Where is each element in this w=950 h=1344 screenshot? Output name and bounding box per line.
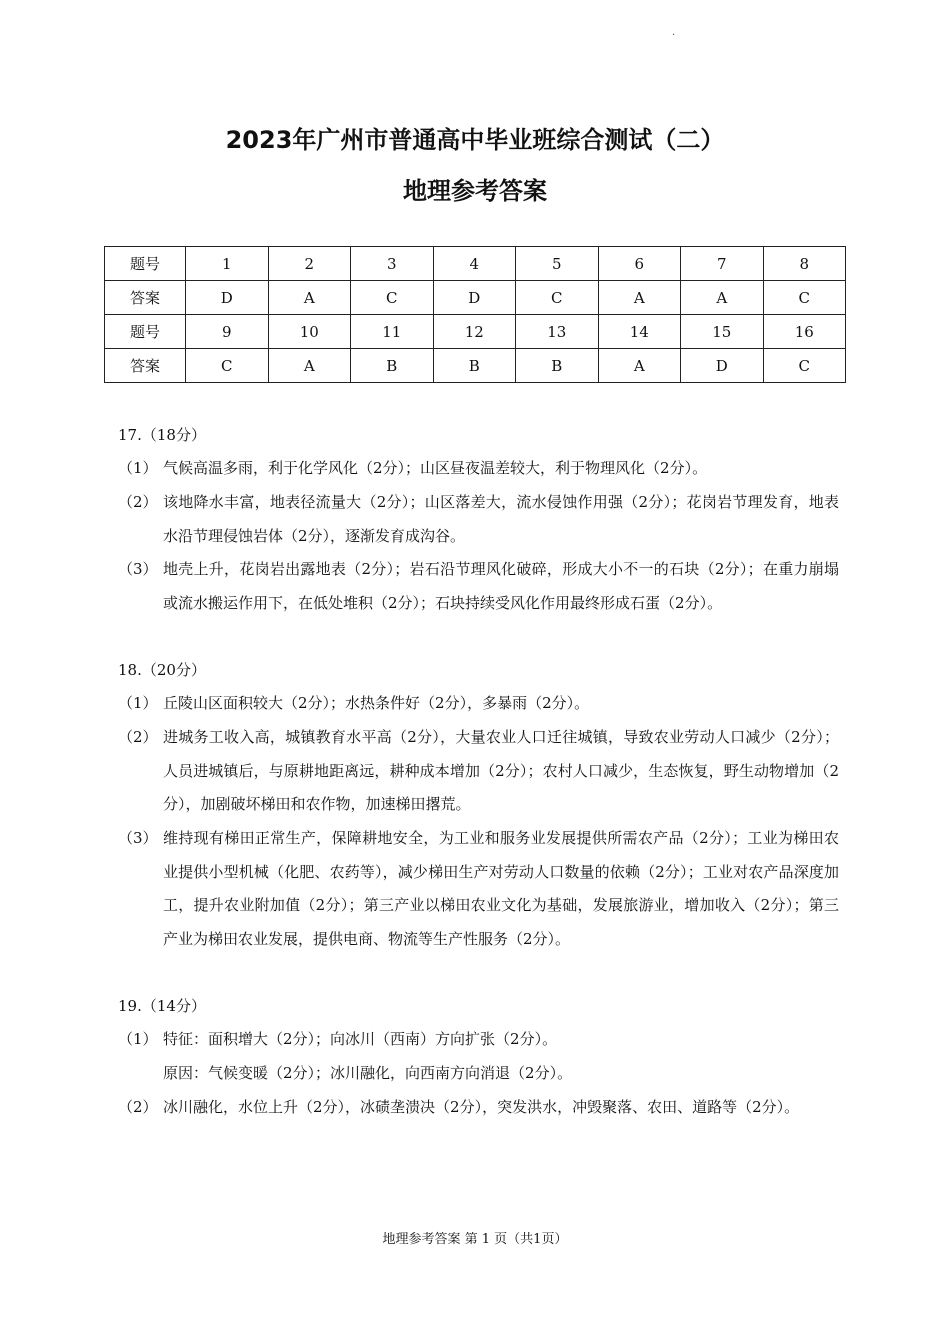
q19-heading: 19.（14分）: [118, 997, 206, 1015]
table-row: [105, 247, 846, 281]
table-cell: 13: [516, 315, 599, 349]
table-cell: 答案: [105, 349, 186, 383]
table-cell: 10: [268, 315, 351, 349]
table-cell: 2: [268, 247, 351, 281]
table-cell: 12: [433, 315, 516, 349]
table-cell: 14: [598, 315, 681, 349]
q17-3-answer: 地壳上升，花岗岩出露地表（2分）；岩石沿节理风化破碎，形成大小不一的石块（2分）；在重力崩塌或流水搬运作用下，在低处堆积（2分）；石块持续受风化作用最终形成石蛋（2分）。: [163, 560, 839, 612]
table-cell: A: [681, 281, 764, 315]
q19-1-number: （1）: [118, 1030, 158, 1048]
table-cell: 15: [681, 315, 764, 349]
q17-2-number: （2）: [118, 493, 158, 511]
q17-3-number: （3）: [118, 560, 158, 578]
table-cell: 16: [763, 315, 846, 349]
table-cell: C: [763, 349, 846, 383]
q18-1-answer: 丘陵山区面积较大（2分）；水热条件好（2分），多暴雨（2分）。: [163, 694, 590, 712]
q17-1-answer: 气候高温多雨，利于化学风化（2分）；山区昼夜温差较大，利于物理风化（2分）。: [163, 459, 708, 477]
table-cell: A: [598, 349, 681, 383]
page-footer: 地理参考答案 第 1 页（共1页）: [382, 1232, 568, 1247]
table-cell: B: [433, 349, 516, 383]
table-row: [105, 315, 846, 349]
answer-table: [104, 246, 846, 383]
table-cell: D: [433, 281, 516, 315]
q18-3-number: （3）: [118, 829, 158, 847]
q19-2-number: （2）: [118, 1098, 158, 1116]
table-cell: 7: [681, 247, 764, 281]
page-title: 2023年广州市普通高中毕业班综合测试（二）: [225, 126, 725, 154]
table-cell: A: [268, 349, 351, 383]
q17-2-answer: 该地降水丰富，地表径流量大（2分）；山区落差大，流水侵蚀作用强（2分）；花岗岩节理发育，地表水沿节理侵蚀岩体（2分），逐渐发育成沟谷。: [163, 493, 839, 545]
q17-heading: 17.（18分）: [118, 426, 206, 444]
q19-1-feature: 特征：面积增大（2分）；向冰川（西南）方向扩张（2分）。: [163, 1030, 558, 1048]
page-mark: ·: [672, 30, 676, 41]
q17-1-number: （1）: [118, 459, 158, 477]
table-cell: D: [186, 281, 269, 315]
table-cell: D: [681, 349, 764, 383]
table-cell: C: [186, 349, 269, 383]
table-cell: 8: [763, 247, 846, 281]
q18-heading: 18.（20分）: [118, 661, 206, 679]
table-cell: 5: [516, 247, 599, 281]
q19-1-reason: 原因：气候变暖（2分）；冰川融化，向西南方向消退（2分）。: [163, 1064, 573, 1082]
table-row: [105, 349, 846, 383]
q18-1-number: （1）: [118, 694, 158, 712]
table-cell: B: [516, 349, 599, 383]
table-cell: 11: [351, 315, 434, 349]
table-cell: 题号: [105, 315, 186, 349]
table-cell: 题号: [105, 247, 186, 281]
q18-2-answer: 进城务工收入高，城镇教育水平高（2分），大量农业人口迁往城镇，导致农业劳动人口减少（2分）；人员进城镇后，与原耕地距离远，耕种成本增加（2分）；农村人口减少，生态恢复，野生动物增加（2分），加剧破坏梯田和农作物，加速梯田撂荒。: [163, 728, 839, 813]
table-cell: B: [351, 349, 434, 383]
table-cell: C: [763, 281, 846, 315]
q18-2-number: （2）: [118, 728, 158, 746]
table-cell: 4: [433, 247, 516, 281]
q18-3-answer: 维持现有梯田正常生产，保障耕地安全，为工业和服务业发展提供所需农产品（2分）；工业为梯田农业提供小型机械（化肥、农药等），减少梯田生产对劳动人口数量的依赖（2分）；工业对农产品深度加工，提升农业附加值（2分）；第三产业以梯田农业文化为基础，发展旅游业，增加收入（2分）；第三产业为梯田农业发展，提供电商、物流等生产性服务（2分）。: [163, 829, 839, 948]
table-cell: A: [268, 281, 351, 315]
page-subtitle: 地理参考答案: [403, 177, 547, 205]
table-cell: 9: [186, 315, 269, 349]
table-cell: 1: [186, 247, 269, 281]
table-cell: 6: [598, 247, 681, 281]
q19-2-answer: 冰川融化，水位上升（2分），冰碛垄溃决（2分），突发洪水，冲毁聚落、农田、道路等（2分）。: [163, 1098, 800, 1116]
table-cell: C: [351, 281, 434, 315]
table-row: [105, 281, 846, 315]
table-cell: 3: [351, 247, 434, 281]
table-cell: 答案: [105, 281, 186, 315]
table-cell: C: [516, 281, 599, 315]
table-cell: A: [598, 281, 681, 315]
